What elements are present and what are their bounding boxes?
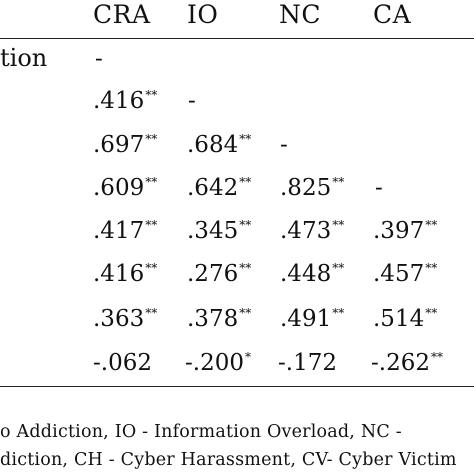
row-label-first: tion: [0, 44, 48, 72]
cell-r4-c2: .473**: [280, 218, 345, 244]
cell-r7-c0: -.062: [93, 350, 152, 376]
table-note-line-2: diction, CH - Cyber Harassment, CV- Cyber Victim: [0, 450, 457, 470]
cell-r4-c0: .417**: [93, 218, 158, 244]
cell-r5-c3: .457**: [373, 261, 438, 287]
cell-r4-c3: .397**: [373, 218, 438, 244]
cell-r6-c2: .491**: [280, 306, 345, 332]
cell-r5-c1: .276**: [187, 261, 252, 287]
cell-r7-c2: -.172: [278, 350, 337, 376]
header-cra: CRA: [93, 0, 151, 29]
cell-r3-c2: .825**: [280, 175, 345, 201]
header-ca: CA: [373, 0, 412, 29]
header-rule: [0, 38, 474, 39]
cell-r0-c0: -: [95, 46, 103, 72]
cell-r2-c0: .697**: [93, 132, 158, 158]
cell-r6-c0: .363**: [93, 306, 158, 332]
cell-r1-c0: .416**: [93, 88, 158, 114]
header-nc: NC: [279, 0, 322, 29]
cell-r2-c1: .684**: [187, 132, 252, 158]
cell-r3-c3: -: [375, 175, 383, 201]
cell-r7-c1: -.200*: [185, 350, 251, 376]
cell-r7-c3: -.262**: [371, 350, 443, 376]
bottom-rule: [0, 386, 474, 387]
cell-r6-c3: .514**: [373, 306, 438, 332]
cell-r4-c1: .345**: [187, 218, 252, 244]
table-note-line-1: o Addiction, IO - Information Overload, NC -: [0, 422, 402, 442]
cell-r1-c1: -: [188, 88, 196, 114]
cell-r6-c1: .378**: [187, 306, 252, 332]
cell-r5-c0: .416**: [93, 261, 158, 287]
cell-r3-c0: .609**: [93, 175, 158, 201]
header-io: IO: [187, 0, 219, 29]
cell-r2-c2: -: [280, 132, 288, 158]
cell-r3-c1: .642**: [187, 175, 252, 201]
cell-r5-c2: .448**: [280, 261, 345, 287]
